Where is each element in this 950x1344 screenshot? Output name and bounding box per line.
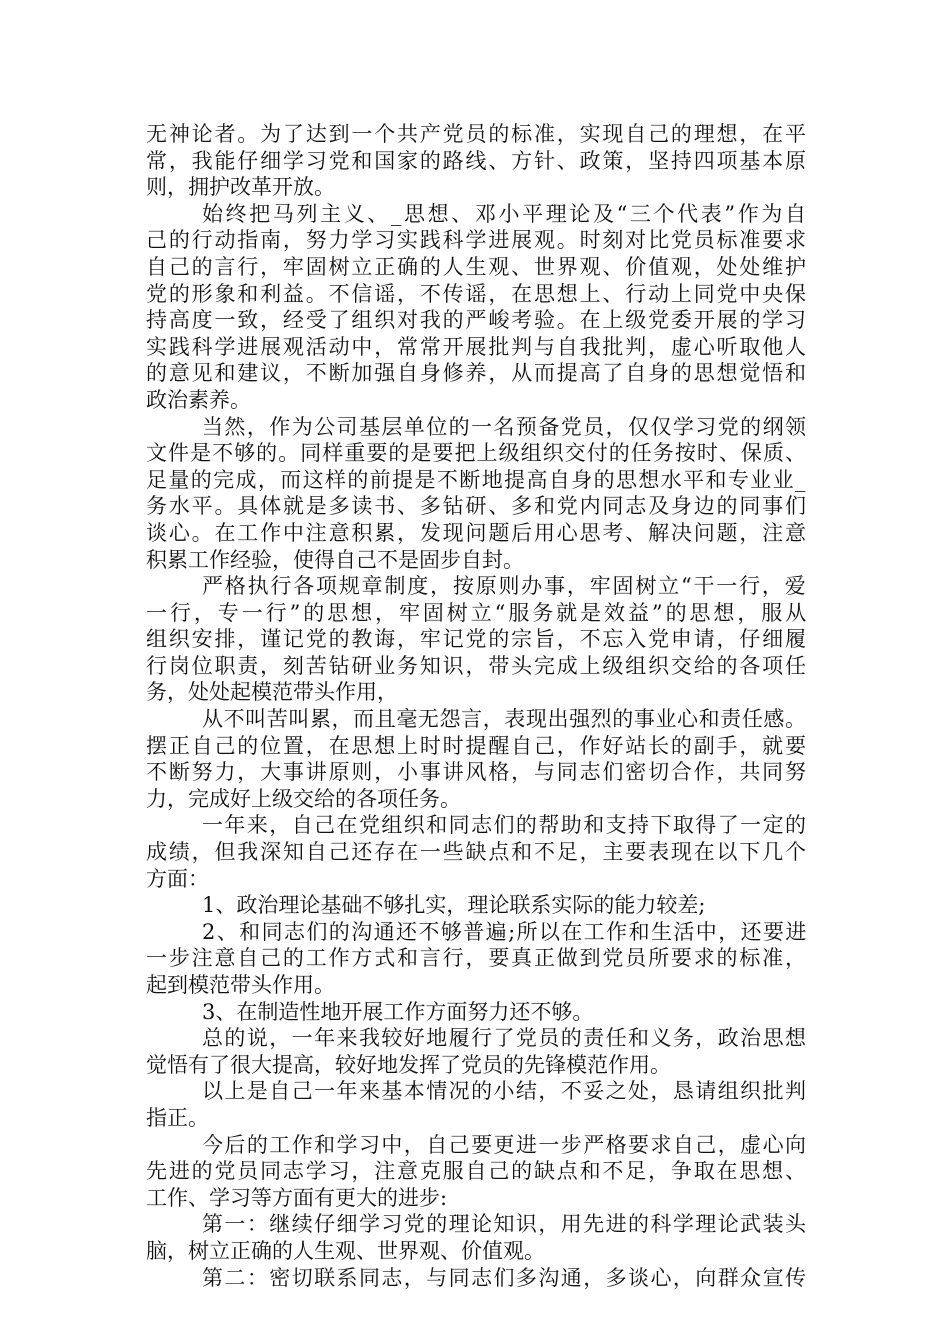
text-line: 一行，专一行”的思想，牢固树立“服务就是效益”的思想，服从: [146, 600, 810, 625]
text-line: 以上是自己一年来基本情况的小结，不妥之处，恳请组织批判: [202, 1079, 808, 1104]
text-line: 从不叫苦叫累，而且毫无怨言，表现出强烈的事业心和责任感。: [202, 707, 807, 732]
text-line: 己的行动指南，努力学习实践科学进展观。时刻对比党员标准要求: [146, 228, 808, 253]
text-line: 积累工作经验，使得自己不是固步自封。: [146, 547, 524, 572]
text-line: 起到模范带头作用。: [146, 973, 335, 997]
text-line: 方面：: [146, 866, 209, 891]
text-line: 足量的完成，而这样的前提是不断地提高自身的思想水平和专业业_: [146, 467, 807, 492]
text-line: 力，完成好上级交给的各项任务。: [146, 786, 461, 811]
text-line: 常，我能仔细学习党和国家的路线、方针、政策，坚持四项基本原: [146, 148, 808, 173]
text-line: 指正。: [146, 1105, 209, 1130]
text-line: 总的说，一年来我较好地履行了党员的责任和义务，政治思想: [202, 1026, 808, 1051]
text-line: 当然，作为公司基层单位的一名预备党员，仅仅学习党的纲领: [202, 414, 808, 439]
text-line: 实践科学进展观活动中，常常开展批判与自我批判，虚心听取他人: [146, 334, 808, 359]
text-line: 摆正自己的位置，在思想上时时提醒自己，作好站长的副手，就要: [146, 733, 808, 758]
text-line: 无神论者。为了达到一个共产党员的标准，实现自己的理想，在平: [146, 122, 808, 146]
text-line: 严格执行各项规章制度，按原则办事，牢固树立“干一行，爱: [202, 574, 808, 599]
text-line: 的意见和建议，不断加强自身修养，从而提高了自身的思想觉悟和: [146, 361, 808, 386]
text-line: 党的形象和利益。不信谣，不传谣，在思想上、行动上同党中央保: [146, 281, 808, 306]
text-line: 第一：继续仔细学习党的理论知识，用先进的科学理论武装头: [202, 1212, 808, 1237]
text-line: 今后的工作和学习中，自己要更进一步严格要求自己，虚心向: [202, 1132, 808, 1157]
document-body: [146, 121, 810, 1291]
text-line: 谈心。在工作中注意积累，发现问题后用心思考、解决问题，注意: [146, 520, 808, 545]
text-line: 行岗位职责，刻苦钻研业务知识，带头完成上级组织交给的各项任: [146, 653, 808, 678]
text-line: 始终把马列主义、_思想、邓小平理论及“三个代表”作为自: [202, 201, 809, 226]
text-line: 1、政治理论基础不够扎实，理论联系实际的能力较差;: [202, 893, 706, 918]
text-line: 3、在制造性地开展工作方面努力还不够。: [202, 999, 594, 1024]
text-line: 第二：密切联系同志，与同志们多沟通，多谈心，向群众宣传: [202, 1265, 808, 1290]
text-line: 务水平。具体就是多读书、多钻研、多和党内同志及身边的同事们: [146, 494, 808, 519]
text-line: 文件是不够的。同样重要的是要把上级组织交付的任务按时、保质、: [146, 441, 808, 466]
text-line: 先进的党员同志学习，注意克服自己的缺点和不足，争取在思想、: [146, 1159, 808, 1184]
text-line: 持高度一致，经受了组织对我的严峻考验。在上级党委开展的学习: [146, 308, 808, 333]
text-line: 组织安排，谨记党的教诲，牢记党的宗旨，不忘入党申请，仔细履: [146, 627, 808, 652]
text-line: 脑，树立正确的人生观、世界观、价值观。: [146, 1238, 545, 1263]
text-line: 自己的言行，牢固树立正确的人生观、世界观、价值观，处处维护: [146, 254, 808, 279]
text-line: 政治素养。: [146, 387, 251, 412]
text-line: 2、和同志们的沟通还不够普遍;所以在工作和生活中，还要进: [202, 919, 808, 944]
text-line: 工作、学习等方面有更大的进步:: [146, 1185, 448, 1210]
text-line: 一年来，自己在党组织和同志们的帮助和支持下取得了一定的: [202, 813, 808, 838]
text-line: 不断努力，大事讲原则，小事讲风格，与同志们密切合作，共同努: [146, 760, 808, 785]
text-line: 一步注意自己的工作方式和言行，要真正做到党员所要求的标准，: [146, 946, 808, 971]
text-line: 务，处处起模范带头作用，: [146, 680, 398, 705]
text-line: 觉悟有了很大提高，较好地发挥了党员的先锋模范作用。: [146, 1052, 671, 1077]
text-line: 则，拥护改革开放。: [146, 175, 335, 200]
text-line: 成绩，但我深知自己还存在一些缺点和不足，主要表现在以下几个: [146, 840, 808, 865]
